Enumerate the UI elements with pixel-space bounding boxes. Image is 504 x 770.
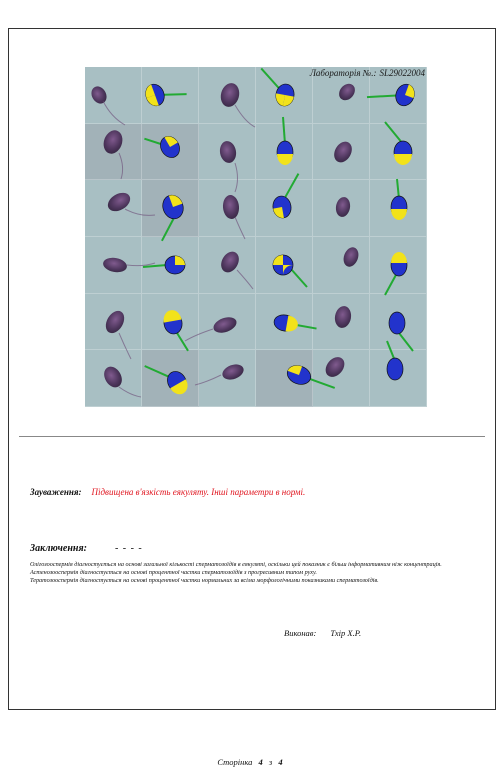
conclusion-line-astheno: Астенозооспермія діагностується на основі процентної частки сперматозоїдів з прогресивним типом руху. [30, 569, 317, 576]
conclusion-line-oligo: Олігозооспермія діагностується на основі загальної кількості сперматозоїдів в еякуляті, оскільки цей показник є більш інформативним ніж концентрація. [30, 561, 442, 568]
page-total: 4 [278, 757, 283, 767]
performer-label: Виконав: [284, 628, 317, 638]
sperm-cells-drawing [85, 67, 427, 407]
lab-number-value: SL29022004 [379, 68, 425, 78]
conclusion-line-terato: Тератозооспермія діагностується на основі процентної частки нормальних за всіма морфологічними показниками сперматозоїдів. [30, 577, 379, 584]
conclusion-heading [30, 543, 143, 554]
lab-number-label: Лабораторія №.: [309, 68, 377, 78]
lab-number [307, 68, 425, 78]
remarks-text: Підвищена в'язкість еякуляту. Інші параметри в нормі. [91, 487, 306, 497]
conclusion-label: Заключення: [30, 543, 87, 554]
section-divider [19, 436, 485, 437]
page-current: 4 [258, 757, 263, 767]
microscopy-image [85, 67, 427, 407]
remarks-section [30, 487, 305, 497]
performer-name: Тхір Х.Р. [330, 628, 362, 638]
page-of-label: з [268, 757, 273, 767]
conclusion-body [30, 561, 482, 585]
page-label: Сторінка [217, 757, 253, 767]
conclusion-dash: - - - - [114, 543, 143, 554]
remarks-label: Зауваження: [30, 487, 82, 497]
performer-signature [284, 628, 361, 638]
page-footer [0, 757, 504, 767]
